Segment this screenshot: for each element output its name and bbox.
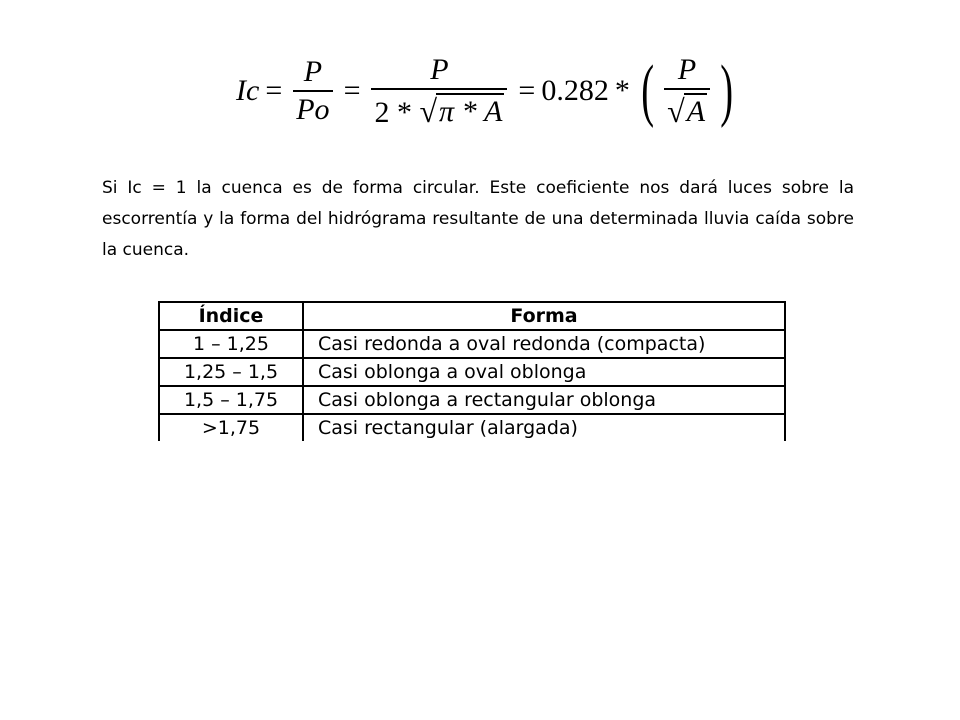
formula-lhs: Ic xyxy=(236,74,260,107)
square-root-a xyxy=(667,93,707,127)
shape-index-table xyxy=(158,301,786,441)
table-row xyxy=(159,358,785,386)
cell-forma: Casi rectangular (alargada) xyxy=(303,414,785,441)
fraction-p-over-po xyxy=(293,57,332,125)
denominator-prefix: 2 * xyxy=(374,95,412,129)
table-row xyxy=(159,414,785,441)
fraction-1-denominator: Po xyxy=(293,90,332,125)
fraction-2-denominator xyxy=(371,88,507,128)
cell-indice: >1,75 xyxy=(159,414,303,441)
right-paren: ) xyxy=(720,52,734,129)
fraction-p-over-circle-perimeter xyxy=(371,52,507,129)
cell-indice: 1 – 1,25 xyxy=(159,330,303,358)
fraction-3-numerator: P xyxy=(677,52,697,86)
sqrt-icon: √ xyxy=(667,92,685,129)
fraction-3-denominator xyxy=(664,88,710,128)
header-forma: Forma xyxy=(303,302,785,330)
cell-forma: Casi oblonga a rectangular oblonga xyxy=(303,386,785,414)
cell-forma: Casi redonda a oval redonda (compacta) xyxy=(303,330,785,358)
cell-forma: Casi oblonga a oval oblonga xyxy=(303,358,785,386)
fraction-1-numerator: P xyxy=(303,55,323,88)
coefficient: 0.282 xyxy=(541,74,609,107)
cell-indice: 1,5 – 1,75 xyxy=(159,386,303,414)
equals-sign-1: = xyxy=(265,74,283,107)
equals-sign-3: = xyxy=(518,74,536,107)
table-row xyxy=(159,386,785,414)
header-indice: Índice xyxy=(159,302,303,330)
shape-index-table-container xyxy=(158,301,786,443)
explanation-paragraph: Si Ic = 1 la cuenca es de forma circular. Este coeficiente nos dará luces sobre la escorrentía y la forma del hidrógrama resultante de una determinada lluvia caída sobre la cuenca. xyxy=(102,178,854,260)
radicand-pi-a: π * A xyxy=(436,93,504,127)
multiply-sign: * xyxy=(614,74,630,107)
left-paren: ( xyxy=(641,52,654,129)
equals-sign-2: = xyxy=(343,74,361,107)
sqrt-icon: √ xyxy=(419,92,438,129)
fraction-p-over-sqrt-a xyxy=(664,52,710,129)
compactness-formula xyxy=(236,48,738,134)
radicand-a: A xyxy=(684,93,707,127)
fraction-2-numerator: P xyxy=(430,52,449,86)
square-root xyxy=(419,93,504,127)
table-header-row xyxy=(159,302,785,330)
cell-indice: 1,25 – 1,5 xyxy=(159,358,303,386)
table-row xyxy=(159,330,785,358)
